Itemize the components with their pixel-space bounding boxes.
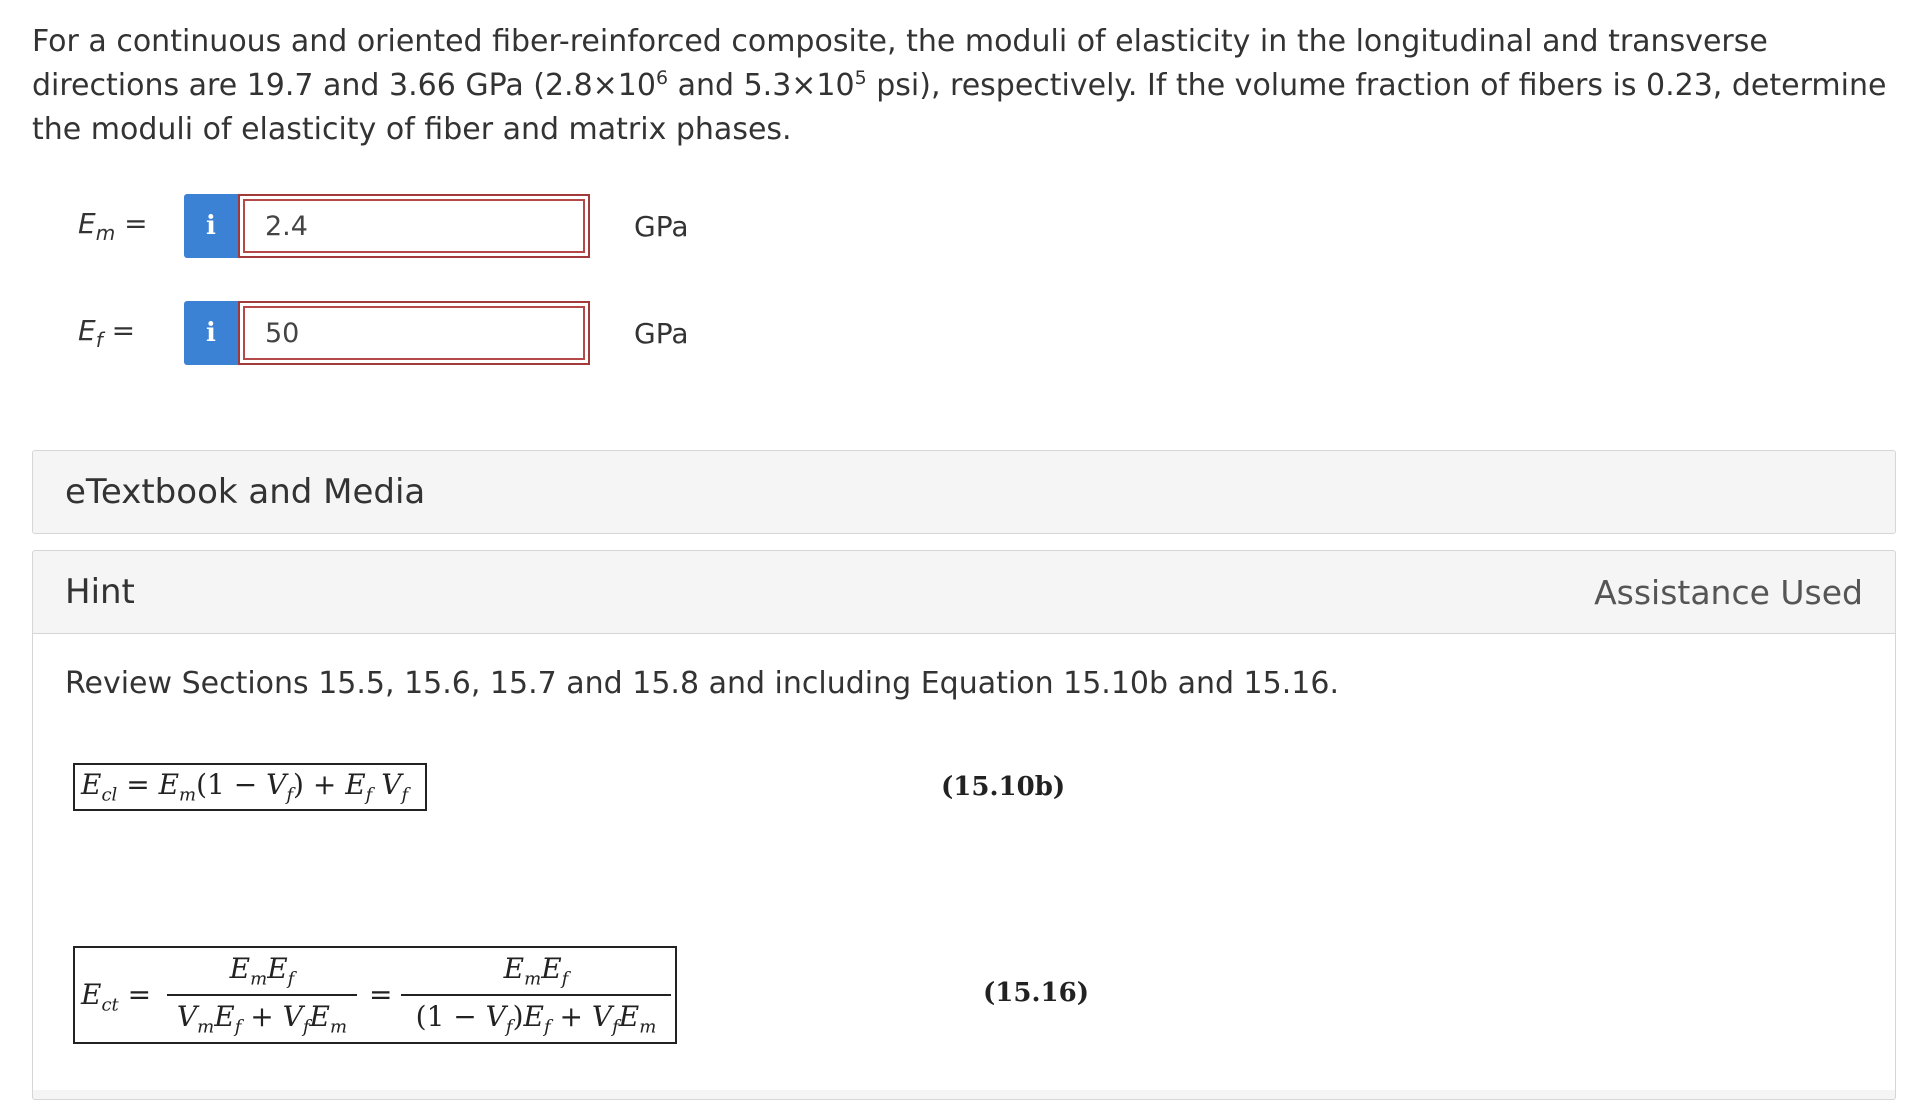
answer-row-em xyxy=(78,194,688,258)
assistance-used-label: Assistance Used xyxy=(1594,572,1863,612)
ef-input-value[interactable]: 50 xyxy=(243,306,585,360)
info-icon[interactable]: i xyxy=(184,301,238,365)
hint-header[interactable] xyxy=(33,551,1895,633)
question-text: For a continuous and oriented fiber-reinforced composite, the moduli of elasticity in the longitudinal and transverse directions are 19.7 and 3.66 GPa ($2.8\times 10^6$ and $5.3\times 10^5$ psi), respectively. If the volume fraction of fibers is 0.23, determine the moduli of elasticity of fiber and matrix phases. xyxy=(32,24,1887,147)
em-label: $E_m$ = xyxy=(78,207,148,245)
hint-panel xyxy=(32,550,1896,1100)
em-unit: GPa xyxy=(634,209,689,243)
equation-15-16: $E_{ct}$ = $E_mE_f$ $V_mE_f + V_fE_m$ = $E_mE_f$ $(1 - V_f)E_f + V_fE_m$ xyxy=(73,946,677,1044)
ef-label: $E_f$ = xyxy=(78,314,136,352)
em-input-value[interactable]: 2.4 xyxy=(243,199,585,253)
etextbook-panel[interactable] xyxy=(32,450,1896,534)
em-input-field[interactable] xyxy=(238,194,590,258)
ef-unit: GPa xyxy=(634,316,689,350)
ef-input-field[interactable] xyxy=(238,301,590,365)
etextbook-header[interactable] xyxy=(33,451,1895,533)
equation-label-15-16: (15.16) xyxy=(983,978,1090,1008)
answer-row-ef xyxy=(78,301,688,365)
equation-label-15-10b: (15.10b) xyxy=(941,772,1066,802)
hint-text: Review Sections 15.5, 15.6, 15.7 and 15.8 and including Equation 15.10b and 15.16. xyxy=(65,666,1339,701)
etextbook-title: eTextbook and Media xyxy=(65,472,426,512)
hint-title: Hint xyxy=(65,572,135,612)
info-icon[interactable]: i xyxy=(184,194,238,258)
equation-15-10b: $E_{cl} = E_m(1 - V_f) + E_f$ $V_f$ xyxy=(73,763,427,811)
hint-body xyxy=(33,633,1895,1090)
